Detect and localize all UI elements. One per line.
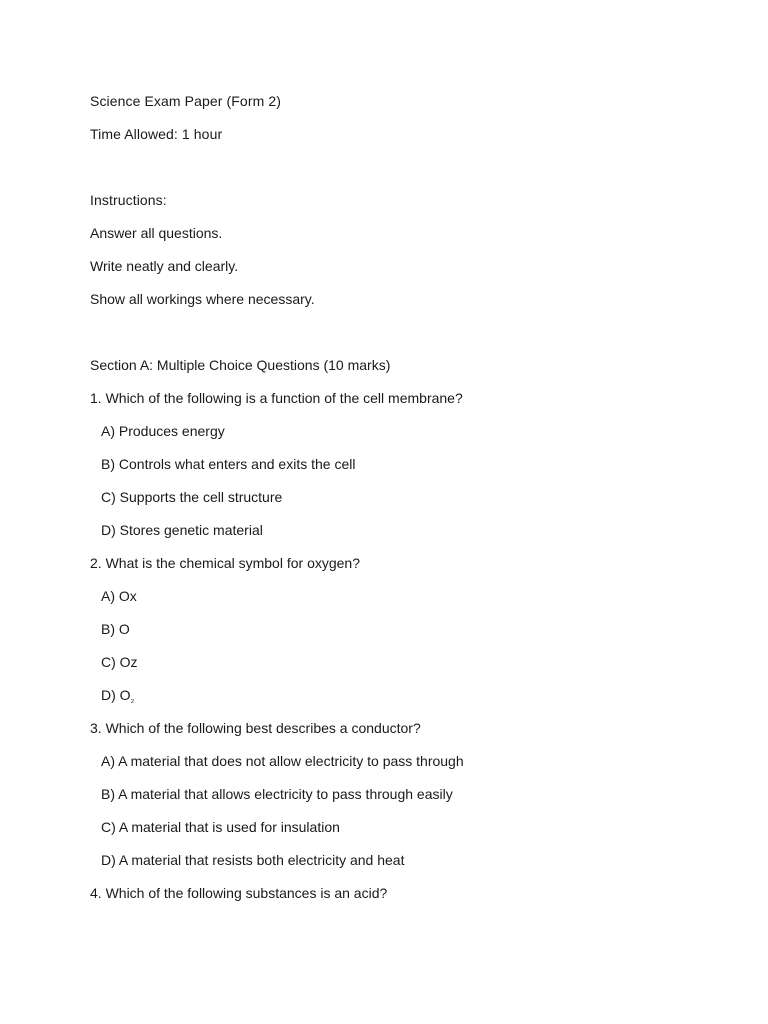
question-2-option-c: C) Oz <box>101 654 138 670</box>
instruction-item: Write neatly and clearly. <box>90 258 239 274</box>
question-2: 2. What is the chemical symbol for oxygen? <box>90 555 361 571</box>
question-4: 4. Which of the following substances is an acid? <box>90 885 388 901</box>
question-1-option-a: A) Produces energy <box>101 423 225 439</box>
time-allowed: Time Allowed: 1 hour <box>90 126 223 142</box>
question-3-option-c: C) A material that is used for insulation <box>101 819 340 835</box>
question-2-option-b: B) O <box>101 621 130 637</box>
question-1-option-c: C) Supports the cell structure <box>101 489 283 505</box>
question-2-option-a: A) Ox <box>101 588 137 604</box>
exam-page <box>90 93 730 918</box>
question-3-option-b: B) A material that allows electricity to pass through easily <box>101 786 453 802</box>
option-d-text: D) O <box>101 687 131 703</box>
spacer <box>90 159 730 192</box>
subscript-two: ₂ <box>130 694 135 704</box>
exam-title: Science Exam Paper (Form 2) <box>90 93 281 109</box>
question-1: 1. Which of the following is a function of the cell membrane? <box>90 390 463 406</box>
question-3-option-d: D) A material that resists both electricity and heat <box>101 852 405 868</box>
instruction-item: Answer all questions. <box>90 225 223 241</box>
spacer <box>90 324 730 357</box>
instruction-item: Show all workings where necessary. <box>90 291 315 307</box>
section-a-heading: Section A: Multiple Choice Questions (10 marks) <box>90 357 391 373</box>
question-1-option-b: B) Controls what enters and exits the cell <box>101 456 356 472</box>
question-2-option-d <box>90 687 730 720</box>
question-1-option-d: D) Stores genetic material <box>101 522 263 538</box>
question-3-option-a: A) A material that does not allow electricity to pass through <box>101 753 464 769</box>
question-3: 3. Which of the following best describes a conductor? <box>90 720 421 736</box>
instructions-heading: Instructions: <box>90 192 167 208</box>
